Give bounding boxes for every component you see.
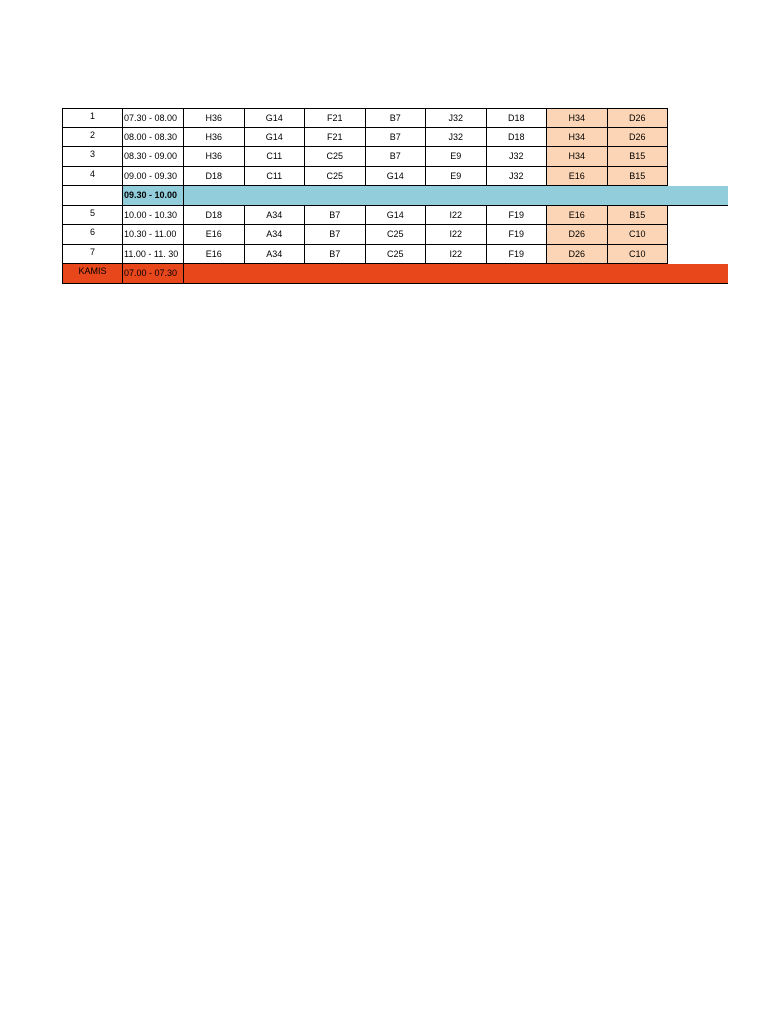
break-row (62, 186, 728, 206)
period-number: 1 (62, 108, 123, 128)
table-row (62, 108, 728, 128)
class-cell: D18 (487, 108, 548, 128)
period-number (62, 186, 123, 206)
table-row (62, 206, 728, 226)
class-cell: E16 (184, 225, 245, 245)
period-number: 6 (62, 225, 123, 245)
class-cell-highlighted: E16 (547, 167, 608, 187)
class-cell: I22 (426, 206, 487, 226)
class-cell-highlighted: E16 (547, 206, 608, 226)
class-cell-highlighted: D26 (547, 245, 608, 265)
class-cell-highlighted: D26 (608, 108, 669, 128)
class-cell-highlighted: D26 (547, 225, 608, 245)
period-number: 7 (62, 245, 123, 265)
class-cell: C25 (366, 225, 427, 245)
class-cell: B7 (305, 225, 366, 245)
class-cell: J32 (487, 147, 548, 167)
class-cell: I22 (426, 245, 487, 265)
day-time-slot: 07.00 - 07.30 (123, 264, 184, 284)
time-slot: 07.30 - 08.00 (123, 108, 184, 128)
table-row (62, 167, 728, 187)
day-label: KAMIS (62, 264, 123, 284)
class-cell: B7 (366, 128, 427, 148)
time-slot: 10.00 - 10.30 (123, 206, 184, 226)
class-cell: B7 (366, 147, 427, 167)
class-cell-highlighted: H34 (547, 128, 608, 148)
break-time-slot: 09.30 - 10.00 (123, 186, 184, 206)
class-cell: G14 (245, 128, 306, 148)
class-cell: F21 (305, 128, 366, 148)
class-cell: F19 (487, 245, 548, 265)
class-cell: B7 (366, 108, 427, 128)
class-cell: J32 (426, 108, 487, 128)
class-cell-highlighted: C10 (608, 225, 669, 245)
class-cell: E9 (426, 167, 487, 187)
class-cell: A34 (245, 245, 306, 265)
class-cell: C25 (305, 147, 366, 167)
class-cell: D18 (487, 128, 548, 148)
class-cell: G14 (366, 206, 427, 226)
class-cell: H36 (184, 128, 245, 148)
class-cell: F19 (487, 206, 548, 226)
class-cell-highlighted: B15 (608, 167, 669, 187)
period-number: 4 (62, 167, 123, 187)
day-header-bar (184, 264, 728, 284)
class-cell-highlighted: B15 (608, 206, 669, 226)
class-cell: A34 (245, 206, 306, 226)
class-cell: C25 (366, 245, 427, 265)
time-slot: 11.00 - 11. 30 (123, 245, 184, 265)
class-cell: F21 (305, 108, 366, 128)
period-number: 2 (62, 128, 123, 148)
table-row (62, 147, 728, 167)
table-row (62, 128, 728, 148)
class-cell-highlighted: H34 (547, 147, 608, 167)
class-cell-highlighted: H34 (547, 108, 608, 128)
class-cell: C11 (245, 167, 306, 187)
time-slot: 09.00 - 09.30 (123, 167, 184, 187)
class-cell: F19 (487, 225, 548, 245)
class-cell-highlighted: C10 (608, 245, 669, 265)
table-row (62, 225, 728, 245)
class-cell: G14 (366, 167, 427, 187)
class-cell: C25 (305, 167, 366, 187)
class-cell: H36 (184, 108, 245, 128)
time-slot: 10.30 - 11.00 (123, 225, 184, 245)
class-cell-highlighted: B15 (608, 147, 669, 167)
break-bar (184, 186, 728, 206)
class-cell: I22 (426, 225, 487, 245)
class-cell: E9 (426, 147, 487, 167)
period-number: 5 (62, 206, 123, 226)
class-cell: D18 (184, 206, 245, 226)
class-cell: D18 (184, 167, 245, 187)
class-cell: G14 (245, 108, 306, 128)
class-cell: B7 (305, 245, 366, 265)
class-cell: A34 (245, 225, 306, 245)
schedule-table (62, 108, 728, 284)
time-slot: 08.00 - 08.30 (123, 128, 184, 148)
class-cell: H36 (184, 147, 245, 167)
table-row (62, 245, 728, 265)
period-number: 3 (62, 147, 123, 167)
class-cell: E16 (184, 245, 245, 265)
class-cell: B7 (305, 206, 366, 226)
time-slot: 08.30 - 09.00 (123, 147, 184, 167)
class-cell: C11 (245, 147, 306, 167)
class-cell: J32 (426, 128, 487, 148)
day-header-row (62, 264, 728, 284)
class-cell: J32 (487, 167, 548, 187)
class-cell-highlighted: D26 (608, 128, 669, 148)
